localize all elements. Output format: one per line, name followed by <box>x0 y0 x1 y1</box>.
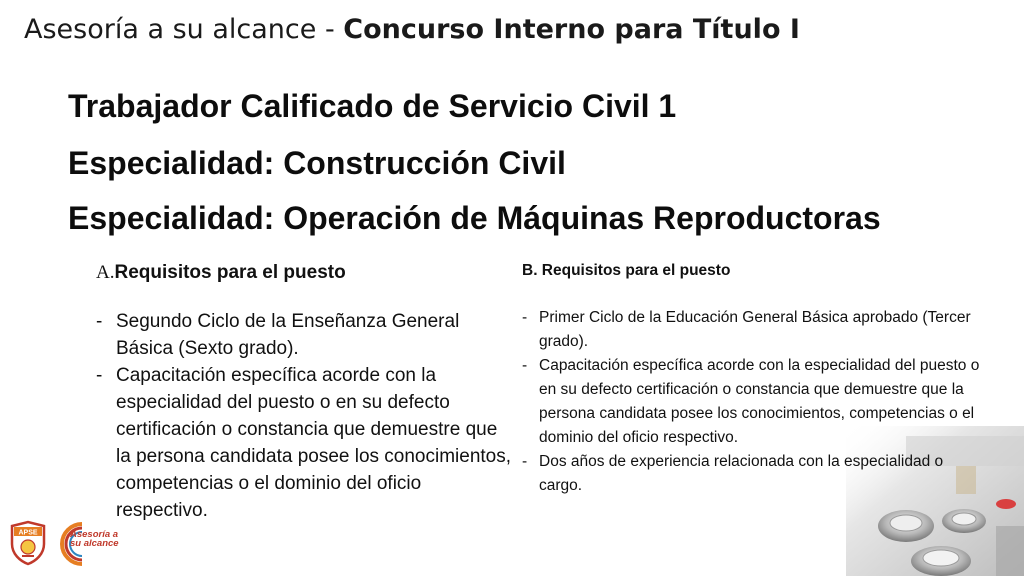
section-a-heading <box>96 262 516 284</box>
bullet-dash: - <box>522 309 528 326</box>
list-item <box>522 306 982 354</box>
job-title: Trabajador Calificado de Servicio Civil 1 <box>68 88 677 124</box>
list-item <box>96 308 516 362</box>
list-item <box>522 354 982 450</box>
list-item-text: Capacitación específica acorde con la especialidad del puesto o en su defecto certificación o constancia que demuestre que la persona candidata posee los conocimientos, competencias o el dominio del oficio respectivo. <box>539 357 980 446</box>
list-item <box>96 362 516 524</box>
bullet-dash: - <box>522 357 528 374</box>
svg-text:APSE: APSE <box>18 529 38 537</box>
asesoria-logo-line1: Asesoría a <box>70 529 119 540</box>
specialty-machines: Especialidad: Operación de Máquinas Reproductoras <box>68 200 881 236</box>
header-prefix: Asesoría a su alcance - <box>24 14 344 45</box>
list-item-text: Capacitación específica acorde con la especialidad del puesto o en su defecto certificación o constancia que demuestre que la persona candidata posee los conocimientos, competencias o el dominio del oficio respectivo. <box>116 365 512 521</box>
section-a-prefix: A. <box>96 262 115 283</box>
asesoria-logo-text <box>70 530 119 548</box>
slide-header <box>24 14 800 45</box>
asesoria-logo-line2: su alcance <box>70 538 119 549</box>
specialty-construction: Especialidad: Construcción Civil <box>68 145 566 181</box>
requirements-column-b <box>522 262 982 498</box>
requirements-column-a <box>96 262 516 524</box>
section-b-heading: B. Requisitos para el puesto <box>522 262 731 279</box>
bullet-dash: - <box>96 311 103 332</box>
asesoria-logo <box>58 520 119 566</box>
section-b-list <box>522 306 982 498</box>
list-item-text: Segundo Ciclo de la Enseñanza General Básica (Sexto grado). <box>116 311 460 359</box>
list-item-text: Dos años de experiencia relacionada con la especialidad o cargo. <box>539 453 944 494</box>
apse-shield-logo <box>8 520 48 566</box>
list-item-text: Primer Ciclo de la Educación General Básica aprobado (Tercer grado). <box>539 309 971 350</box>
list-item <box>522 450 982 498</box>
bullet-dash: - <box>96 365 103 386</box>
section-a-heading-text: Requisitos para el puesto <box>114 262 346 283</box>
header-bold-title: Concurso Interno para Título I <box>343 14 800 45</box>
bullet-dash: - <box>522 453 528 470</box>
section-a-list <box>96 308 516 524</box>
